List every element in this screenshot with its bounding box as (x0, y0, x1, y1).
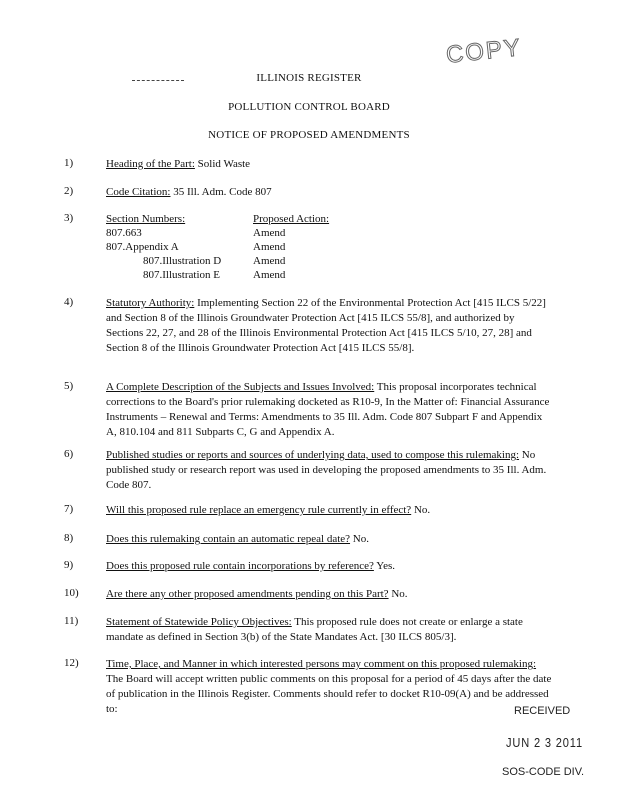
item-label: Time, Place, and Manner in which interested persons may comment on this proposed rulemaking: (106, 658, 537, 670)
item-text: No. (411, 504, 431, 516)
item-label: Will this proposed rule replace an emergency rule currently in effect? (106, 504, 412, 516)
item-label: Statement of Statewide Policy Objectives: (106, 616, 292, 628)
received-stamp-division: SOS-CODE DIV. (502, 766, 585, 778)
register-title: ILLINOIS REGISTER (256, 72, 362, 84)
item-label: Does this rulemaking contain an automatic repeal date? (106, 533, 351, 545)
item-text: Solid Waste (194, 158, 251, 170)
section-number: 807.Illustration E (143, 269, 220, 281)
item-text: This proposed rule does not create or enlarge a state mandate as defined in Section 3(b) of the State Mandates Act. [30 ILCS 805/3]. (106, 616, 523, 643)
item-number: 7) (64, 503, 74, 515)
section-row (106, 240, 552, 254)
item-text: 35 Ill. Adm. Code 807 (170, 186, 272, 198)
item-number: 6) (64, 448, 74, 460)
item-number: 4) (64, 296, 74, 308)
item-number: 5) (64, 380, 74, 392)
item-number: 1) (64, 157, 74, 169)
item-text: The Board will accept written public comments on this proposal for a period of 45 days after the date of publication in the Illinois Register. Comments should refer to docket R10-09(A) and be addressed to: (106, 673, 552, 715)
section-row (106, 268, 552, 282)
section-table-header (106, 212, 552, 226)
board-title: POLLUTION CONTROL BOARD (228, 101, 390, 113)
section-action: Amend (253, 227, 286, 239)
item-label: Published studies or reports and sources of underlying data, used to compose this rulemaking: (106, 449, 520, 461)
item-text: No. (388, 588, 408, 600)
item-label: Statutory Authority: (106, 297, 195, 309)
copy-stamp: COPY (444, 34, 524, 69)
item-text: Implementing Section 22 of the Environmental Protection Act [415 ILCS 5/22] and Section 8 of the Illinois Groundwater Protection Act [415 ILCS 55/8], and authorized by Sections 22, 27, and 28 of the Illinois Environmental Protection Act [415 ILCS 5/10, 27, 28] and Section 8 of the Illinois Groundwater Protection Act [415 ILCS 55/8]. (106, 297, 546, 354)
section-number: 807.Illustration D (143, 255, 222, 267)
item-label: Are there any other proposed amendments pending on this Part? (106, 588, 389, 600)
item-number: 3) (64, 212, 74, 224)
section-number: 807.Appendix A (106, 241, 179, 253)
item-text: This proposal incorporates technical corrections to the Board's prior rulemaking docketed as R10-9, In the Matter of: Financial Assurance Instruments – Renewal and Terms: Amendments to 35 Ill. Adm. Code 807 Subpart F and Appendix A, 810.104 and 811 Subparts C, G and Appendix A. (106, 381, 550, 438)
item-label: A Complete Description of the Subjects and Issues Involved: (106, 381, 375, 393)
proposed-action-header: Proposed Action: (253, 213, 330, 225)
item-number: 11) (64, 615, 79, 627)
section-numbers-header: Section Numbers: (106, 213, 186, 225)
section-action: Amend (253, 241, 286, 253)
item-label: Does this proposed rule contain incorporations by reference? (106, 560, 374, 572)
section-number: 807.663 (106, 227, 142, 239)
item-text: No published study or research report was used in developing the proposed amendments to 35 Ill. Adm. Code 807. (106, 449, 547, 491)
section-row (106, 254, 552, 268)
item-number: 9) (64, 559, 74, 571)
notice-title: NOTICE OF PROPOSED AMENDMENTS (208, 129, 410, 141)
item-label: Code Citation: (106, 186, 171, 198)
item-number: 10) (64, 587, 79, 599)
item-text: No. (350, 533, 369, 545)
received-stamp-date: JUN 2 3 2011 (506, 735, 583, 750)
item-text: Yes. (373, 560, 395, 572)
section-action: Amend (253, 269, 286, 281)
item-number: 8) (64, 532, 74, 544)
section-action: Amend (253, 255, 286, 267)
item-number: 2) (64, 185, 74, 197)
received-stamp-label: RECEIVED (514, 705, 571, 717)
item-label: Heading of the Part: (106, 158, 195, 170)
item-number: 12) (64, 657, 79, 669)
section-row (106, 226, 552, 240)
